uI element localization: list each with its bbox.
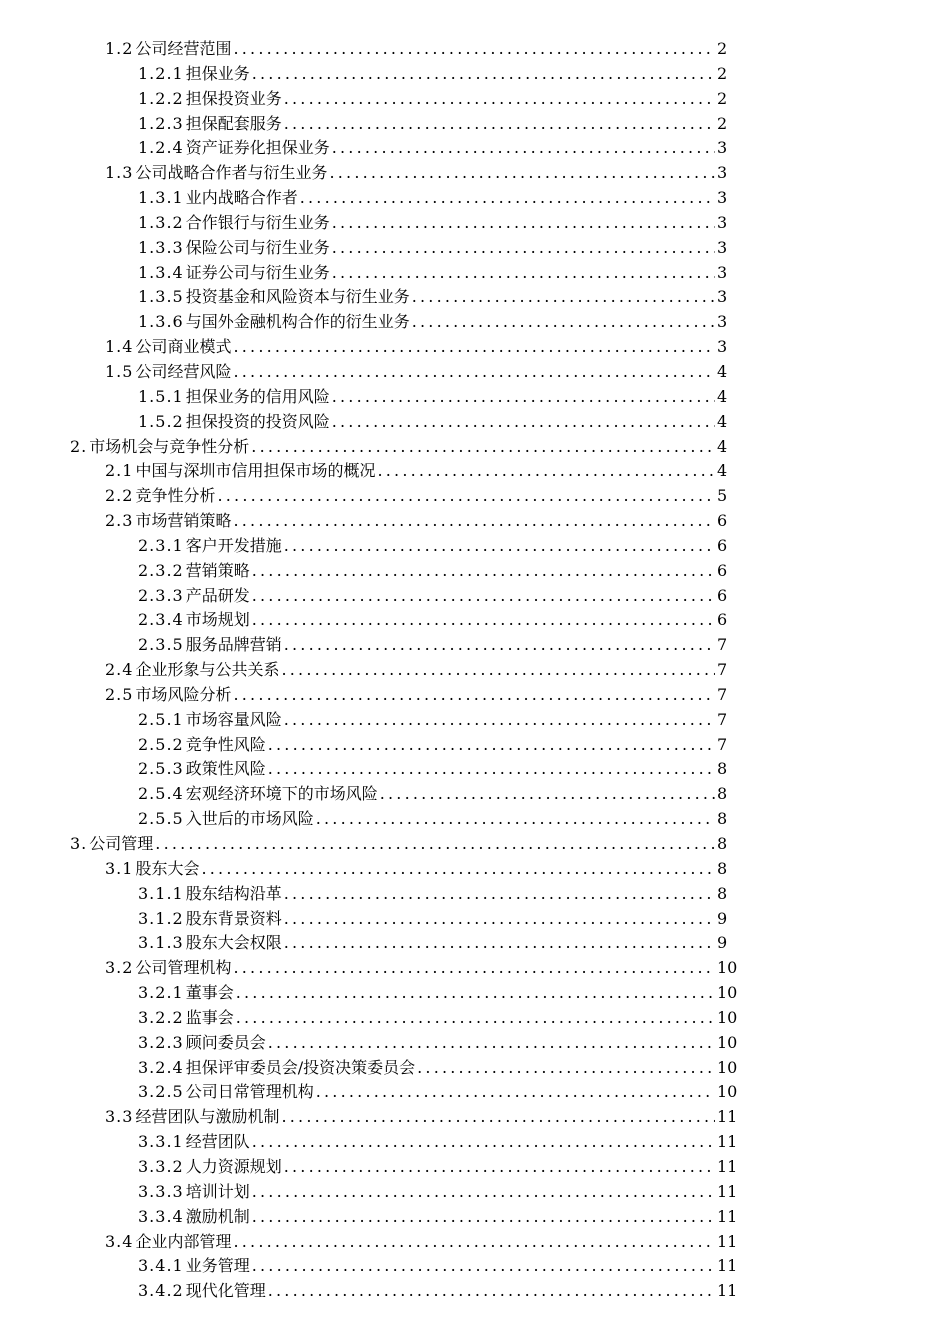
toc-entry-title: 公司商业模式	[135, 337, 232, 357]
toc-dot-leader	[329, 161, 715, 186]
toc-dot-leader	[284, 633, 715, 658]
toc-entry-title: 担保投资的投资风险	[185, 411, 330, 431]
toc-entry-number: 2.5.5	[138, 809, 184, 829]
toc-entry-number: 1.2.2	[138, 88, 184, 108]
toc-dot-leader	[252, 1180, 715, 1205]
toc-entry-number: 2.2	[105, 486, 134, 506]
toc-entry[interactable]	[0, 261, 950, 286]
toc-entry[interactable]	[0, 658, 950, 683]
toc-dot-leader	[233, 509, 715, 534]
toc-dot-leader	[316, 1080, 715, 1105]
toc-entry[interactable]	[0, 435, 950, 460]
toc-entry-page-number: 3	[717, 262, 728, 282]
toc-dot-leader	[268, 1031, 715, 1056]
toc-dot-leader	[233, 360, 715, 385]
toc-entry[interactable]	[0, 484, 950, 509]
toc-dot-leader	[268, 757, 715, 782]
toc-dot-leader	[332, 136, 715, 161]
toc-dot-leader	[217, 484, 715, 509]
toc-entry-page-number: 4	[717, 411, 728, 431]
toc-entry-number: 1.3.6	[138, 312, 184, 332]
toc-entry-page-number: 6	[717, 535, 728, 555]
toc-dot-leader	[281, 1105, 715, 1130]
toc-dot-leader	[233, 37, 715, 62]
toc-entry-page-number: 2	[717, 88, 728, 108]
toc-dot-leader	[417, 1056, 715, 1081]
toc-entry-title: 担保业务的信用风险	[185, 386, 330, 406]
toc-entry-number: 1.3.5	[138, 287, 184, 307]
toc-dot-leader	[332, 385, 715, 410]
toc-entry[interactable]	[0, 385, 950, 410]
toc-entry-page-number: 2	[717, 63, 728, 83]
toc-entry-number: 2.	[70, 436, 88, 456]
toc-entry-title: 企业形象与公共关系	[135, 660, 280, 680]
toc-entry-page-number: 4	[717, 386, 728, 406]
toc-entry-page-number: 11	[717, 1132, 738, 1152]
toc-entry[interactable]	[0, 981, 950, 1006]
toc-dot-leader	[380, 782, 715, 807]
toc-entry-number: 3.2.5	[138, 1082, 184, 1102]
toc-entry[interactable]	[0, 1155, 950, 1180]
toc-entry[interactable]	[0, 1006, 950, 1031]
toc-entry[interactable]	[0, 459, 950, 484]
toc-entry-number: 1.3.3	[138, 237, 184, 257]
toc-entry-page-number: 11	[717, 1181, 738, 1201]
toc-entry-title: 业务管理	[185, 1256, 250, 1276]
toc-dot-leader	[233, 1230, 715, 1255]
toc-entry[interactable]	[0, 161, 950, 186]
toc-entry-title: 股东大会	[135, 858, 200, 878]
toc-dot-leader	[236, 981, 715, 1006]
toc-dot-leader	[252, 559, 715, 584]
toc-entry-page-number: 8	[717, 759, 728, 779]
toc-dot-leader	[251, 435, 715, 460]
toc-entry-page-number: 3	[717, 188, 728, 208]
toc-entry-page-number: 8	[717, 858, 728, 878]
toc-dot-leader	[284, 112, 715, 137]
toc-dot-leader	[233, 956, 715, 981]
toc-entry[interactable]	[0, 37, 950, 62]
toc-entry-page-number: 10	[717, 1032, 738, 1052]
toc-entry-number: 3.2.3	[138, 1032, 184, 1052]
toc-entry-number: 2.4	[105, 660, 134, 680]
toc-entry-number: 1.4	[105, 337, 134, 357]
toc-entry-title: 竞争性分析	[135, 486, 216, 506]
toc-entry-page-number: 2	[717, 39, 728, 58]
toc-entry-title: 公司经营风险	[135, 361, 232, 381]
toc-entry-page-number: 11	[717, 1107, 738, 1127]
toc-entry-page-number: 5	[717, 486, 728, 506]
toc-entry-page-number: 11	[717, 1281, 738, 1301]
toc-entry-title: 资产证券化担保业务	[185, 138, 330, 158]
toc-entry-number: 3.3	[105, 1107, 134, 1127]
toc-entry-page-number: 6	[717, 511, 728, 531]
toc-entry[interactable]	[0, 584, 950, 609]
toc-entry-title: 公司经营范围	[135, 39, 232, 58]
toc-entry-title: 公司管理	[89, 834, 154, 853]
toc-entry-number: 1.2	[105, 39, 134, 58]
toc-entry-number: 3.3.1	[138, 1132, 184, 1152]
toc-entry-page-number: 10	[717, 1082, 738, 1102]
toc-entry[interactable]	[0, 1080, 950, 1105]
toc-entry[interactable]	[0, 559, 950, 584]
toc-dot-leader	[233, 683, 715, 708]
toc-entry-title: 公司战略合作者与衍生业务	[135, 163, 328, 183]
toc-entry[interactable]	[0, 1031, 950, 1056]
toc-entry-title: 市场风险分析	[135, 684, 232, 704]
toc-entry-page-number: 2	[717, 113, 728, 133]
toc-entry[interactable]	[0, 285, 950, 310]
toc-entry-title: 政策性风险	[185, 759, 266, 779]
toc-dot-leader	[332, 261, 715, 286]
toc-entry-title: 业内战略合作者	[185, 188, 298, 208]
toc-entry-number: 1.5.1	[138, 386, 184, 406]
toc-entry[interactable]	[0, 907, 950, 932]
toc-entry-title: 担保投资业务	[185, 88, 282, 108]
toc-entry-number: 3.2	[105, 958, 134, 978]
toc-dot-leader	[252, 62, 715, 87]
toc-entry-page-number: 11	[717, 1206, 738, 1226]
toc-entry-title: 担保配套服务	[185, 113, 282, 133]
toc-entry-number: 1.3.1	[138, 188, 184, 208]
toc-entry-number: 1.2.3	[138, 113, 184, 133]
toc-entry[interactable]	[0, 62, 950, 87]
toc-entry-number: 3.2.4	[138, 1057, 184, 1077]
toc-entry[interactable]	[0, 683, 950, 708]
toc-entry-title: 保险公司与衍生业务	[185, 237, 330, 257]
toc-entry[interactable]	[0, 335, 950, 360]
toc-entry-page-number: 6	[717, 585, 728, 605]
toc-entry-page-number: 8	[717, 784, 728, 804]
toc-entry[interactable]	[0, 1230, 950, 1255]
toc-entry-page-number: 6	[717, 610, 728, 630]
toc-entry[interactable]	[0, 1279, 950, 1304]
toc-entry-page-number: 7	[717, 709, 728, 729]
toc-entry-title: 培训计划	[185, 1181, 250, 1201]
toc-entry-title: 产品研发	[185, 585, 250, 605]
toc-entry-title: 担保业务	[185, 63, 250, 83]
toc-entry-title: 企业内部管理	[135, 1231, 232, 1251]
toc-entry-page-number: 6	[717, 560, 728, 580]
toc-entry-title: 与国外金融机构合作的衍生业务	[185, 312, 410, 332]
toc-entry-page-number: 7	[717, 734, 728, 754]
toc-entry-title: 公司日常管理机构	[185, 1082, 314, 1102]
toc-entry[interactable]	[0, 832, 950, 857]
toc-entry-title: 市场营销策略	[135, 511, 232, 531]
toc-entry-number: 2.1	[105, 461, 134, 481]
toc-entry-page-number: 8	[717, 834, 728, 853]
toc-entry-page-number: 4	[717, 436, 728, 456]
toc-entry-page-number: 3	[717, 212, 728, 232]
toc-entry-title: 股东大会权限	[185, 933, 282, 953]
toc-entry-number: 3.3.2	[138, 1156, 184, 1176]
toc-entry-page-number: 10	[717, 983, 738, 1003]
toc-entry-title: 证券公司与衍生业务	[185, 262, 330, 282]
toc-dot-leader	[284, 882, 715, 907]
toc-entry-number: 2.3.4	[138, 610, 184, 630]
toc-entry[interactable]	[0, 534, 950, 559]
toc-entry-number: 2.5.3	[138, 759, 184, 779]
toc-entry-number: 1.2.4	[138, 138, 184, 158]
toc-entry-title: 合作银行与衍生业务	[185, 212, 330, 232]
toc-entry[interactable]	[0, 360, 950, 385]
toc-entry-number: 1.5.2	[138, 411, 184, 431]
toc-entry-page-number: 3	[717, 237, 728, 257]
toc-entry-number: 2.5	[105, 684, 134, 704]
toc-entry-title: 中国与深圳市信用担保市场的概况	[135, 461, 376, 481]
toc-entry-page-number: 11	[717, 1156, 738, 1176]
toc-entry-number: 3.1.2	[138, 908, 184, 928]
toc-entry-number: 3.	[70, 834, 88, 853]
toc-entry-page-number: 7	[717, 660, 728, 680]
toc-entry-number: 2.3.5	[138, 635, 184, 655]
toc-entry-title: 激励机制	[185, 1206, 250, 1226]
toc-entry-title: 经营团队与激励机制	[135, 1107, 280, 1127]
toc-entry-title: 市场机会与竞争性分析	[89, 436, 250, 456]
toc-entry-number: 3.3.4	[138, 1206, 184, 1226]
toc-dot-leader	[284, 534, 715, 559]
toc-entry[interactable]	[0, 1105, 950, 1130]
toc-entry-number: 3.1.3	[138, 933, 184, 953]
toc-entry[interactable]	[0, 1056, 950, 1081]
toc-entry-number: 3.3.3	[138, 1181, 184, 1201]
toc-entry[interactable]	[0, 733, 950, 758]
toc-entry-page-number: 4	[717, 461, 728, 481]
toc-entry[interactable]	[0, 757, 950, 782]
toc-entry-page-number: 8	[717, 809, 728, 829]
toc-entry[interactable]	[0, 708, 950, 733]
toc-entry-title: 市场规划	[185, 610, 250, 630]
toc-dot-leader	[268, 1279, 715, 1304]
toc-entry[interactable]	[0, 608, 950, 633]
toc-dot-leader	[284, 931, 715, 956]
toc-entry[interactable]	[0, 956, 950, 981]
toc-entry-page-number: 3	[717, 287, 728, 307]
toc-entry[interactable]	[0, 410, 950, 435]
toc-entry-title: 经营团队	[185, 1132, 250, 1152]
toc-dot-leader	[252, 1254, 715, 1279]
toc-entry-title: 董事会	[185, 983, 234, 1003]
toc-entry-title: 市场容量风险	[185, 709, 282, 729]
toc-dot-leader	[412, 285, 715, 310]
toc-entry[interactable]	[0, 1180, 950, 1205]
toc-dot-leader	[252, 1205, 715, 1230]
toc-dot-leader	[284, 708, 715, 733]
toc-entry-title: 入世后的市场风险	[185, 809, 314, 829]
toc-entry-number: 2.3.2	[138, 560, 184, 580]
toc-entry-title: 投资基金和风险资本与衍生业务	[185, 287, 410, 307]
toc-entry-number: 1.2.1	[138, 63, 184, 83]
toc-entry-number: 2.5.2	[138, 734, 184, 754]
toc-entry-title: 人力资源规划	[185, 1156, 282, 1176]
toc-entry-page-number: 7	[717, 684, 728, 704]
toc-dot-leader	[252, 584, 715, 609]
toc-dot-leader	[284, 87, 715, 112]
toc-entry[interactable]	[0, 782, 950, 807]
toc-dot-leader	[155, 832, 715, 857]
toc-entry[interactable]	[0, 211, 950, 236]
toc-dot-leader	[236, 1006, 715, 1031]
toc-dot-leader	[316, 807, 715, 832]
toc-entry[interactable]	[0, 186, 950, 211]
toc-entry-page-number: 11	[717, 1256, 738, 1276]
table-of-contents	[0, 37, 950, 1304]
toc-entry-number: 3.4.2	[138, 1281, 184, 1301]
toc-entry-title: 股东背景资料	[185, 908, 282, 928]
toc-entry-title: 现代化管理	[185, 1281, 266, 1301]
toc-dot-leader	[332, 410, 715, 435]
toc-entry[interactable]	[0, 236, 950, 261]
toc-entry-title: 顾问委员会	[185, 1032, 266, 1052]
toc-entry-title: 客户开发措施	[185, 535, 282, 555]
toc-entry-title: 竞争性风险	[185, 734, 266, 754]
toc-dot-leader	[281, 658, 715, 683]
toc-entry[interactable]	[0, 882, 950, 907]
toc-dot-leader	[201, 857, 715, 882]
toc-dot-leader	[284, 1155, 715, 1180]
toc-entry-page-number: 3	[717, 312, 728, 332]
toc-dot-leader	[284, 907, 715, 932]
toc-entry-number: 3.2.2	[138, 1007, 184, 1027]
toc-dot-leader	[300, 186, 715, 211]
toc-entry-number: 2.5.1	[138, 709, 184, 729]
toc-dot-leader	[412, 310, 715, 335]
toc-entry[interactable]	[0, 112, 950, 137]
toc-entry[interactable]	[0, 509, 950, 534]
toc-entry[interactable]	[0, 136, 950, 161]
toc-entry[interactable]	[0, 931, 950, 956]
toc-entry-page-number: 11	[717, 1231, 738, 1251]
toc-entry-number: 3.4	[105, 1231, 134, 1251]
toc-entry-number: 1.3	[105, 163, 134, 183]
toc-entry-page-number: 3	[717, 163, 728, 183]
toc-entry-number: 1.3.4	[138, 262, 184, 282]
toc-entry-title: 公司管理机构	[135, 958, 232, 978]
toc-dot-leader	[233, 335, 715, 360]
toc-entry-number: 3.1	[105, 858, 134, 878]
toc-dot-leader	[268, 733, 715, 758]
toc-entry-title: 股东结构沿革	[185, 883, 282, 903]
toc-dot-leader	[332, 211, 715, 236]
toc-entry-number: 2.5.4	[138, 784, 184, 804]
toc-entry-number: 2.3.1	[138, 535, 184, 555]
toc-entry-number: 3.1.1	[138, 883, 184, 903]
toc-entry-title: 监事会	[185, 1007, 234, 1027]
toc-entry-number: 3.2.1	[138, 983, 184, 1003]
toc-entry[interactable]	[0, 87, 950, 112]
toc-entry-page-number: 3	[717, 337, 728, 357]
toc-entry-page-number: 4	[717, 361, 728, 381]
toc-entry[interactable]	[0, 807, 950, 832]
toc-dot-leader	[377, 459, 715, 484]
toc-dot-leader	[252, 608, 715, 633]
toc-entry[interactable]	[0, 1130, 950, 1155]
toc-entry-number: 3.4.1	[138, 1256, 184, 1276]
toc-entry-page-number: 9	[717, 908, 728, 928]
toc-entry[interactable]	[0, 1254, 950, 1279]
toc-entry-title: 宏观经济环境下的市场风险	[185, 784, 378, 804]
toc-entry-title: 服务品牌营销	[185, 635, 282, 655]
toc-entry-page-number: 10	[717, 958, 738, 978]
toc-dot-leader	[252, 1130, 715, 1155]
toc-entry-number: 1.5	[105, 361, 134, 381]
toc-entry-number: 2.3	[105, 511, 134, 531]
toc-entry[interactable]	[0, 1205, 950, 1230]
toc-entry-page-number: 3	[717, 138, 728, 158]
toc-entry-page-number: 10	[717, 1007, 738, 1027]
toc-entry-page-number: 10	[717, 1057, 738, 1077]
toc-entry[interactable]	[0, 310, 950, 335]
toc-entry-page-number: 9	[717, 933, 728, 953]
toc-entry-title: 营销策略	[185, 560, 250, 580]
toc-entry[interactable]	[0, 633, 950, 658]
toc-entry-page-number: 7	[717, 635, 728, 655]
toc-entry-title: 担保评审委员会/投资决策委员会	[185, 1057, 416, 1077]
toc-dot-leader	[332, 236, 715, 261]
toc-entry-number: 1.3.2	[138, 212, 184, 232]
toc-entry-page-number: 8	[717, 883, 728, 903]
toc-entry-number: 2.3.3	[138, 585, 184, 605]
toc-entry[interactable]	[0, 857, 950, 882]
